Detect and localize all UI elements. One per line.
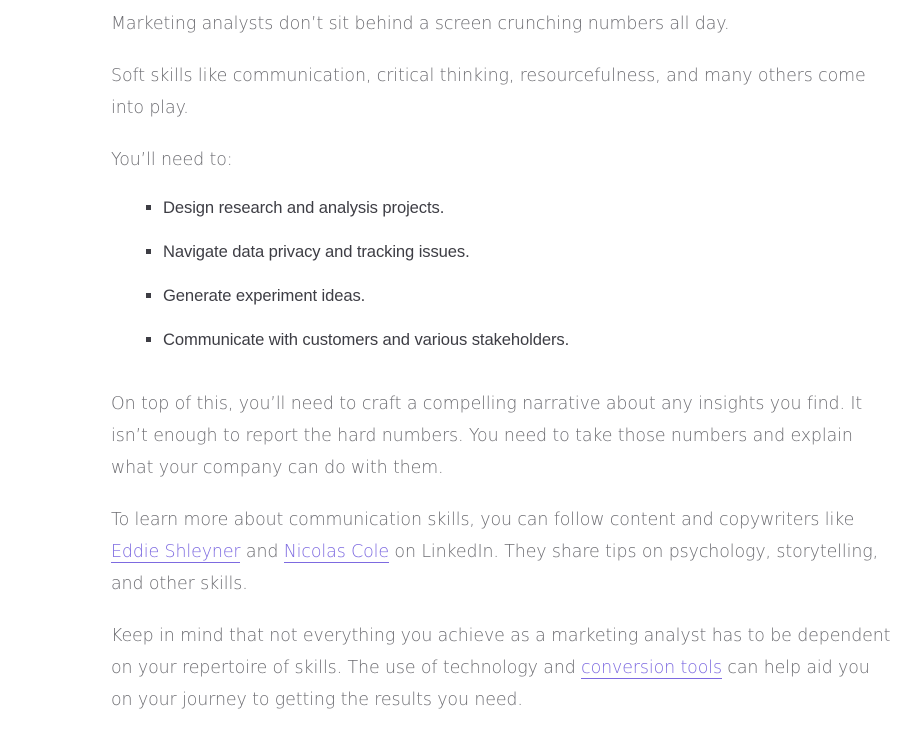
bullet-square-icon (146, 337, 151, 342)
paragraph-text: Keep in mind that not everything you achieve as a marketing analyst has to be dependent on your repertoire of skills. The use of technology and (111, 626, 891, 678)
article-body (111, 8, 891, 736)
paragraph-text: on LinkedIn. They share tips on psychology, storytelling, and other skills. (111, 542, 879, 594)
bullet-square-icon (146, 205, 151, 210)
bullet-square-icon (146, 249, 151, 254)
paragraph-intro: Marketing analysts don’t sit behind a screen crunching numbers all day. (111, 14, 730, 34)
list-item-text: Generate experiment ideas. (163, 286, 366, 305)
eddie-shleyner-link[interactable]: Eddie Shleyner (111, 542, 241, 562)
list-item (111, 328, 891, 352)
paragraph-communication (111, 504, 891, 600)
paragraph-text: To learn more about communication skills, you can follow content and copywriters like (111, 510, 855, 530)
nicolas-cole-link[interactable]: Nicolas Cole (283, 542, 389, 562)
bullet-square-icon (146, 293, 151, 298)
paragraph-youll-need: You’ll need to: (111, 150, 233, 170)
list-item-text: Communicate with customers and various stakeholders. (163, 330, 570, 349)
list-item (111, 284, 891, 308)
list-item-text: Navigate data privacy and tracking issues. (163, 242, 470, 261)
paragraph-text: can help aid you on your journey to getting the results you need. (111, 658, 870, 710)
conversion-tools-link[interactable]: conversion tools (581, 658, 722, 678)
paragraph-text: and (240, 542, 284, 562)
paragraph-soft-skills: Soft skills like communication, critical thinking, resourcefulness, and many others come into play. (111, 66, 866, 118)
list-item-text: Design research and analysis projects. (163, 198, 445, 217)
list-item (111, 196, 891, 220)
skills-list (111, 196, 891, 352)
list-item (111, 240, 891, 264)
paragraph-technology (111, 620, 891, 716)
paragraph-narrative: On top of this, you’ll need to craft a compelling narrative about any insights you find. It isn’t enough to report the hard numbers. You need to take those numbers and explain what your company can do with them. (111, 394, 863, 478)
